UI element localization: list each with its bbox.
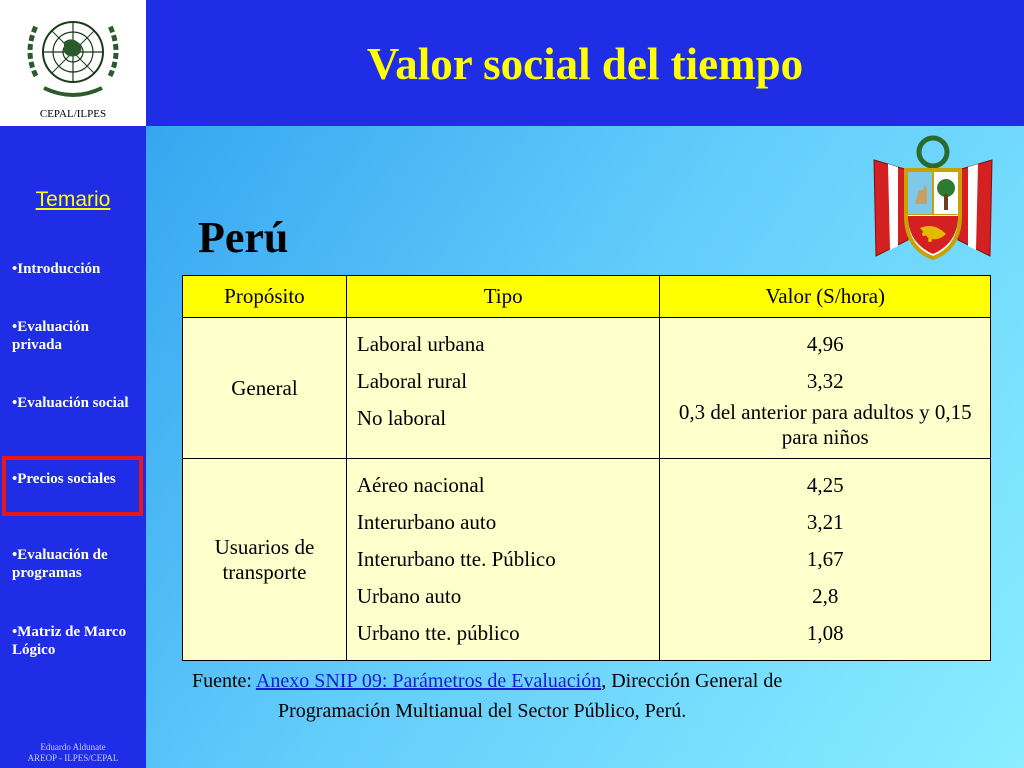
sidebar-item-precios-sociales[interactable]: •Precios sociales (12, 471, 116, 487)
type-item: Urbano tte. público (356, 621, 520, 645)
sidebar (0, 126, 146, 768)
purpose-cell: Usuarios de transporte (183, 459, 347, 661)
type-cell (346, 318, 660, 459)
sidebar-item-introduccion[interactable]: •Introducción (12, 261, 101, 277)
table-row (183, 459, 991, 661)
value-item: 1,08 (806, 621, 844, 645)
type-item: Laboral urbana (356, 332, 485, 356)
author-footer (0, 742, 146, 764)
type-item: Interurbano tte. Público (356, 547, 556, 571)
type-item: Laboral rural (356, 369, 468, 393)
type-item: Interurbano auto (356, 510, 497, 534)
country-subtitle: Perú (198, 213, 289, 262)
page-title: Valor social del tiempo (366, 39, 804, 89)
sidebar-item-matriz-marco-logico[interactable]: •Matriz de Marco Lógico (12, 624, 127, 658)
value-item: 2,8 (812, 584, 839, 608)
type-item: No laboral (356, 406, 447, 430)
value-item: 3,32 (806, 369, 844, 393)
value-item: 3,21 (806, 510, 844, 534)
sidebar-item-evaluacion-programas[interactable]: •Evaluación de programas (12, 547, 108, 581)
header-bar (146, 0, 1024, 126)
purpose-cell: General (183, 318, 347, 459)
type-item: Urbano auto (356, 584, 462, 608)
source-text: , Dirección General de (601, 670, 783, 692)
type-item: Aéreo nacional (356, 473, 485, 497)
main-content (146, 126, 1024, 768)
table-header-row (183, 276, 991, 318)
author-name: Eduardo Aldunate (40, 742, 106, 752)
value-item: 4,96 (806, 332, 844, 356)
source-text-line2: Programación Multianual del Sector Público, Perú. (278, 700, 687, 722)
value-cell (660, 318, 991, 459)
value-cell (660, 459, 991, 661)
sidebar-heading-link[interactable]: Temario (35, 188, 111, 211)
source-link[interactable]: Anexo SNIP 09: Parámetros de Evaluación (255, 670, 602, 692)
sidebar-item-evaluacion-privada[interactable]: •Evaluación privada (12, 319, 89, 353)
type-cell (346, 459, 660, 661)
source-label: Fuente: (192, 670, 252, 692)
column-header: Propósito (183, 276, 347, 318)
value-item: 0,3 del anterior para adultos y 0,15 para niños (678, 400, 972, 449)
column-header: Tipo (346, 276, 660, 318)
org-caption: CEPAL/ILPES (39, 108, 107, 120)
author-affiliation: AREOP - ILPES/CEPAL (27, 753, 119, 763)
sidebar-item-evaluacion-social[interactable]: •Evaluación social (12, 395, 129, 411)
logo-area (0, 0, 146, 126)
column-header: Valor (S/hora) (660, 276, 991, 318)
value-item: 4,25 (806, 473, 844, 497)
time-value-table (182, 275, 991, 661)
un-emblem-icon (14, 6, 132, 106)
source-note (192, 666, 782, 726)
table-row (183, 318, 991, 459)
peru-coat-of-arms-icon (868, 130, 998, 272)
value-item: 1,67 (806, 547, 844, 571)
